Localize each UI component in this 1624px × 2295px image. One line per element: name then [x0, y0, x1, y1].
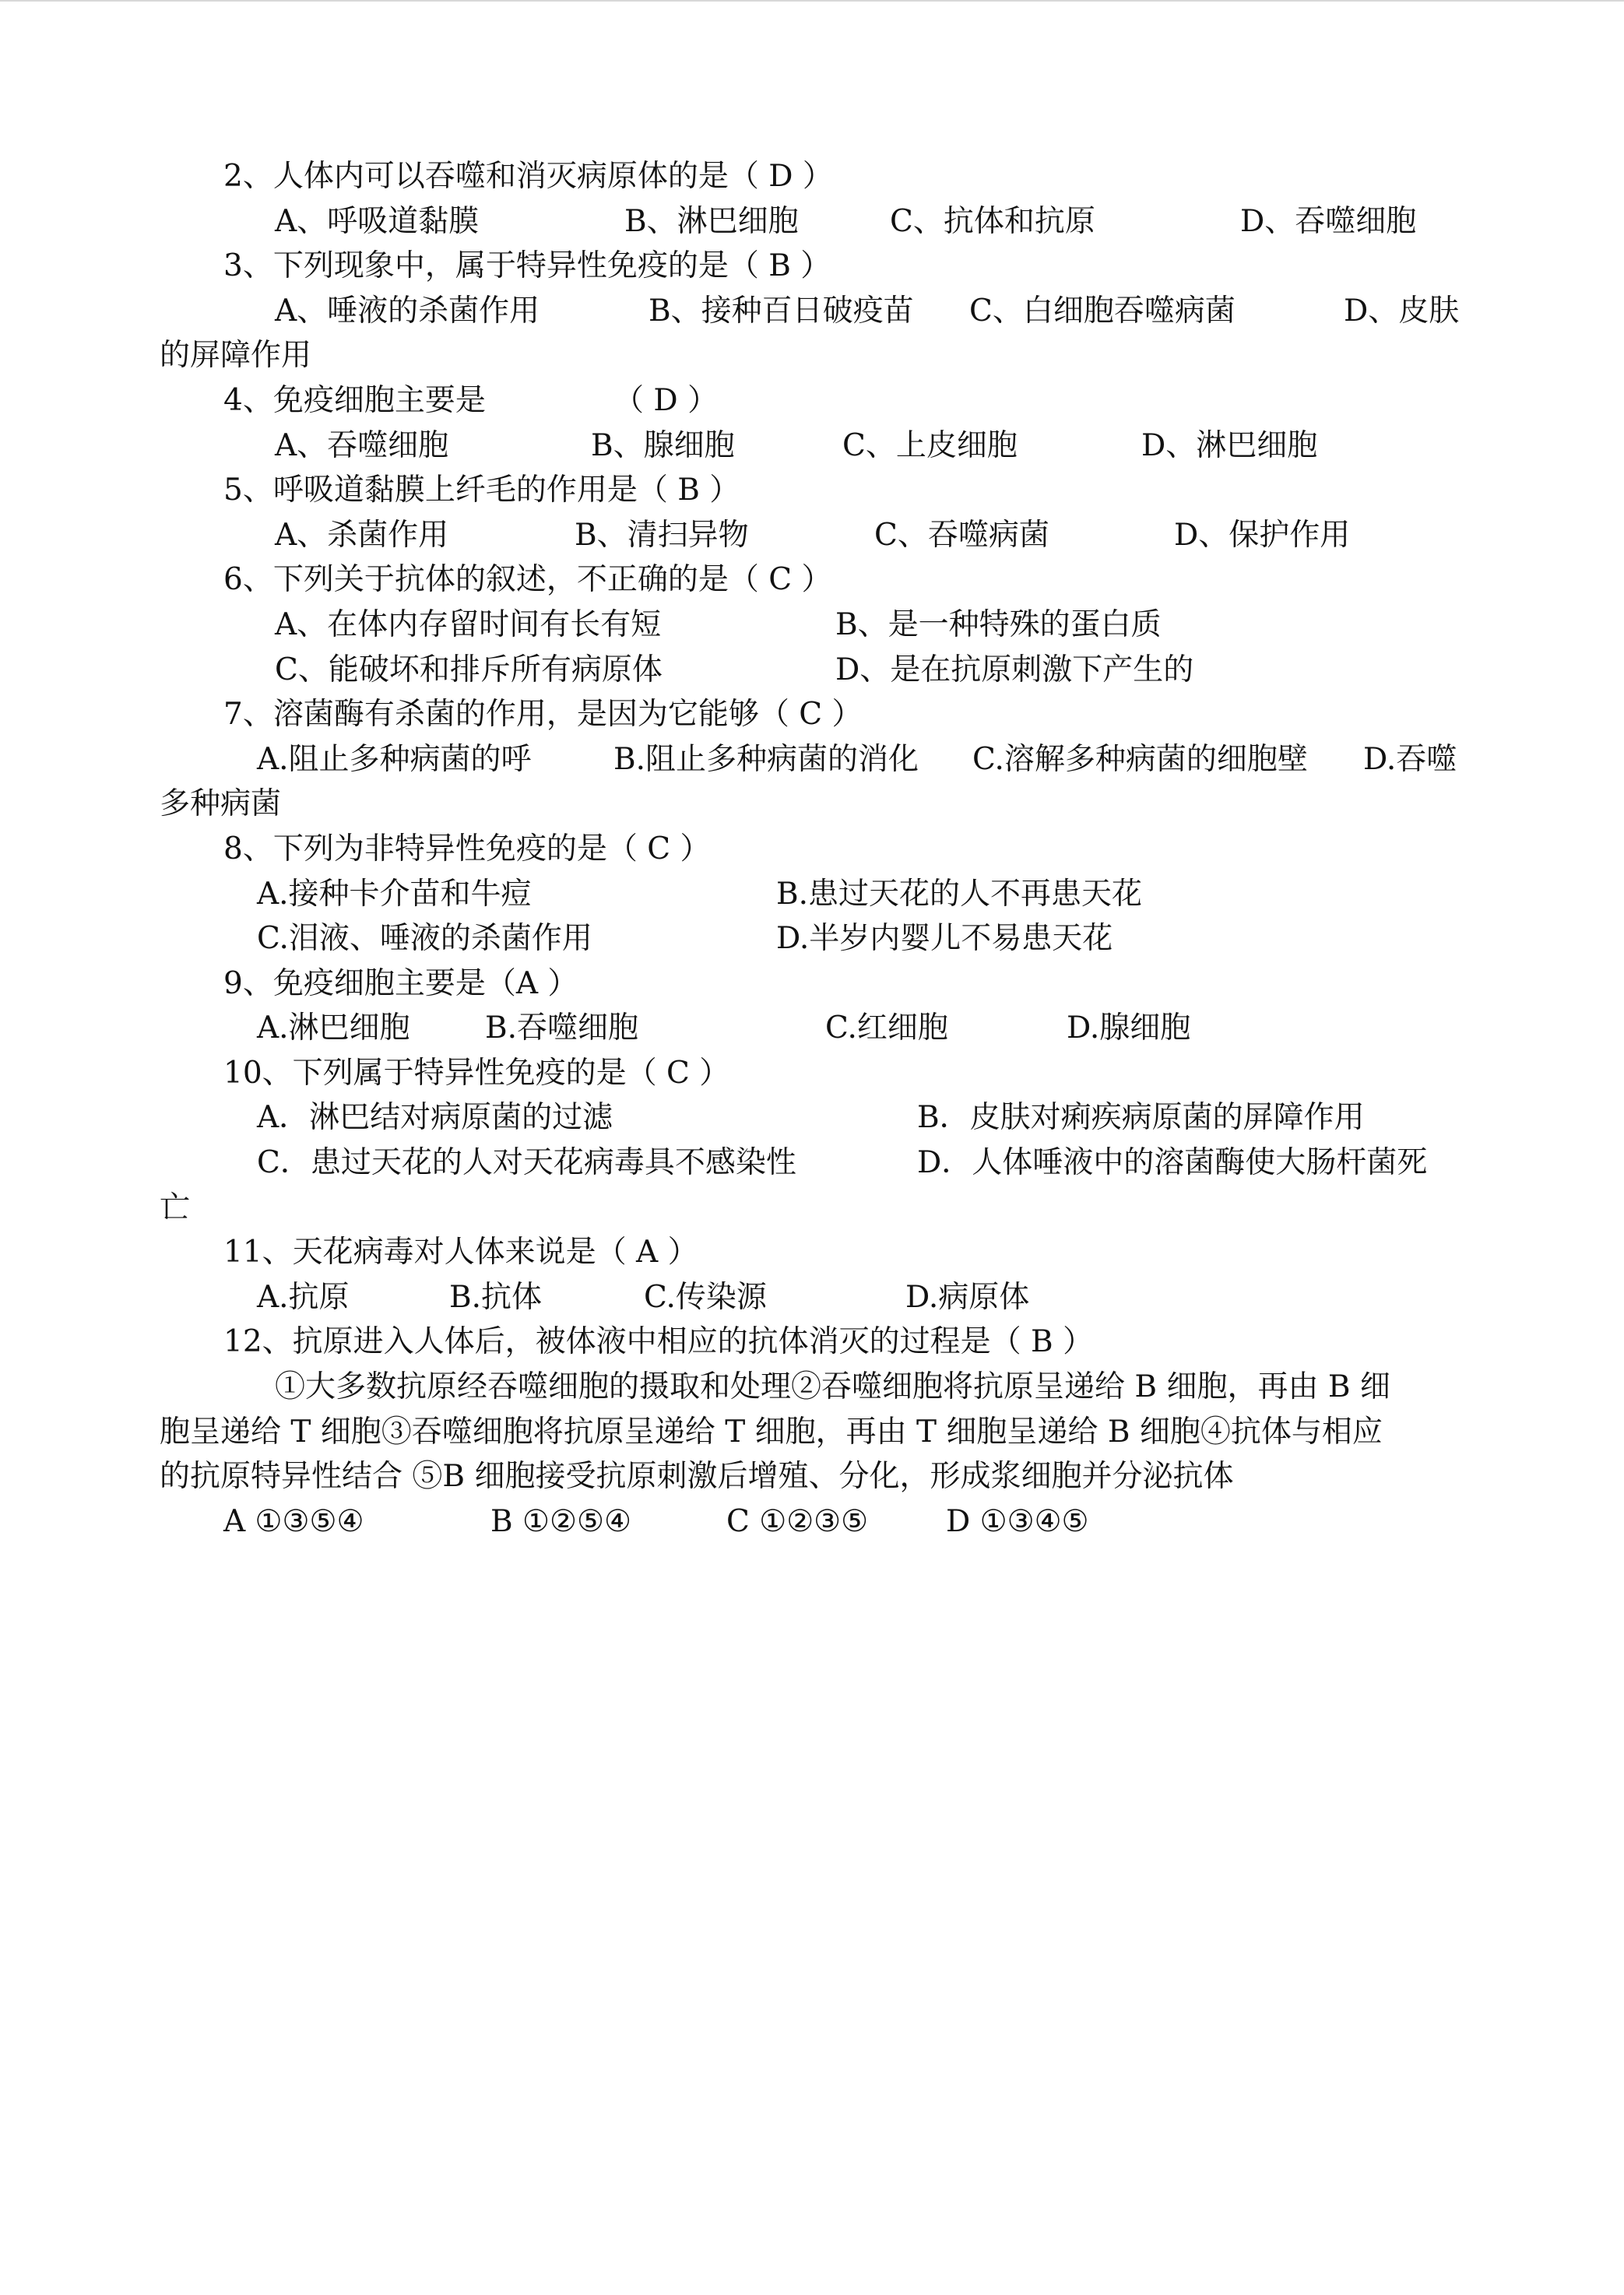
option-a: A.淋巴细胞: [257, 1010, 410, 1046]
option-a: A、吞噬细胞: [275, 427, 449, 463]
question-4-stem: [160, 378, 1468, 424]
option-a: A、唾液的杀菌作用: [275, 293, 540, 329]
question-12-options: [160, 1499, 1468, 1545]
option-d: D．人体唾液中的溶菌酶使大肠杆菌死: [917, 1145, 1428, 1181]
page-top-border: [0, 0, 1624, 2]
option-b: B．皮肤对痢疾病原菌的屏障作用: [917, 1100, 1365, 1136]
question-7-options-wrap: 多种病菌: [160, 786, 282, 822]
question-2-options: [160, 199, 1468, 244]
option-c: C．患过天花的人对天花病毒具不感染性: [257, 1145, 796, 1181]
option-b: B、清扫异物: [575, 517, 749, 553]
option-a: A、呼吸道黏膜: [275, 203, 480, 239]
option-b: B.抗体: [449, 1279, 543, 1315]
option-d: D.吞噬: [1363, 741, 1457, 777]
question-12-paragraph-line-2: 胞呈递给 T 细胞③吞噬细胞将抗原呈递给 T 细胞，再由 T 细胞呈递给 B 细胞④抗体与相应: [160, 1414, 1383, 1450]
option-b: B、接种百日破疫苗: [649, 293, 914, 329]
option-b: B.阻止多种病菌的消化: [613, 741, 919, 777]
option-b: B.患过天花的人不再患天花: [776, 876, 1143, 912]
question-9-options: [160, 1006, 1468, 1051]
option-c: C.红细胞: [825, 1010, 948, 1046]
question-10-options-row2: [160, 1140, 1468, 1186]
question-12-stem: 12、抗原进入人体后，被体液中相应的抗体消灭的过程是（ B ）: [223, 1324, 1094, 1360]
question-11-stem: 11、天花病毒对人体来说是（ A ）: [223, 1235, 698, 1271]
option-a: A.接种卡介苗和牛痘: [257, 876, 532, 912]
question-10-stem: 10、下列属于特异性免疫的是（ C ）: [223, 1055, 730, 1091]
question-4-options: [160, 424, 1468, 469]
option-d: D、保护作用: [1174, 517, 1351, 553]
option-c: C.溶解多种病菌的细胞壁: [972, 741, 1308, 777]
question-3-stem: 3、下列现象中，属于特异性免疫的是（ B ）: [223, 248, 831, 284]
question-4-stem-text: 4、免疫细胞主要是: [223, 382, 486, 418]
option-a: A、在体内存留时间有长有短: [275, 606, 662, 642]
option-c: C ①②③⑤: [726, 1503, 869, 1539]
option-d: D、皮肤: [1344, 293, 1460, 329]
option-a: A.抗原: [257, 1279, 350, 1315]
question-6-stem: 6、下列关于抗体的叙述，不正确的是（ C ）: [223, 562, 832, 598]
option-b: B.吞噬细胞: [485, 1010, 639, 1046]
option-d: D、是在抗原刺激下产生的: [835, 652, 1194, 687]
question-5-stem: 5、呼吸道黏膜上纤毛的作用是（ B ）: [223, 473, 740, 508]
option-c: C.泪液、唾液的杀菌作用: [257, 921, 592, 957]
option-b: B、淋巴细胞: [624, 203, 799, 239]
option-d: D.腺细胞: [1067, 1010, 1191, 1046]
option-c: C、抗体和抗原: [890, 203, 1095, 239]
question-12-paragraph-line-1: ①大多数抗原经吞噬细胞的摄取和处理②吞噬细胞将抗原呈递给 B 细胞，再由 B 细: [275, 1369, 1390, 1405]
question-6-options-row2: [160, 648, 1468, 693]
option-c: C、白细胞吞噬病菌: [969, 293, 1236, 329]
option-a: A、杀菌作用: [275, 517, 449, 553]
option-b: B、是一种特殊的蛋白质: [835, 606, 1162, 642]
question-2-stem: 2、人体内可以吞噬和消灭病原体的是（ D ）: [223, 159, 833, 194]
option-c: C、能破坏和排斥所有病原体: [275, 652, 663, 687]
question-3-options-wrap: 的屏障作用: [160, 338, 312, 374]
question-6-options-row1: [160, 603, 1468, 648]
option-b: B ①②⑤④: [490, 1503, 631, 1539]
question-3-options: [160, 289, 1468, 334]
question-list: [160, 154, 1468, 1544]
option-c: C、上皮细胞: [842, 427, 1018, 463]
question-8-stem: 8、下列为非特异性免疫的是（ C ）: [223, 831, 711, 866]
question-8-options-row2: [160, 916, 1468, 961]
option-d: D ①③④⑤: [946, 1503, 1089, 1539]
question-4-answer: （ D ）: [613, 382, 719, 418]
question-11-options: [160, 1275, 1468, 1320]
question-9-stem: 9、免疫细胞主要是（A ）: [223, 965, 578, 1001]
option-d: D、淋巴细胞: [1141, 427, 1318, 463]
question-7-stem: 7、溶菌酶有杀菌的作用，是因为它能够（ C ）: [223, 697, 863, 733]
option-d: D.半岁内婴儿不易患天花: [776, 921, 1113, 957]
option-a: A．淋巴结对病原菌的过滤: [257, 1100, 613, 1136]
option-d: D.病原体: [905, 1279, 1030, 1315]
option-c: C、吞噬病菌: [874, 517, 1049, 553]
question-8-options-row1: [160, 872, 1468, 917]
option-a: A.阻止多种病菌的呼: [257, 741, 532, 777]
question-5-options: [160, 513, 1468, 558]
question-10-options-wrap: 亡: [160, 1190, 191, 1225]
option-a: A ①③⑤④: [223, 1503, 364, 1539]
option-c: C.传染源: [644, 1279, 767, 1315]
option-d: D、吞噬细胞: [1240, 203, 1417, 239]
question-7-options: [160, 737, 1468, 782]
option-b: B、腺细胞: [591, 427, 735, 463]
question-12-paragraph-line-3: 的抗原特异性结合 ⑤B 细胞接受抗原刺激后增殖、分化，形成浆细胞并分泌抗体: [160, 1459, 1234, 1495]
question-10-options-row1: [160, 1095, 1468, 1140]
